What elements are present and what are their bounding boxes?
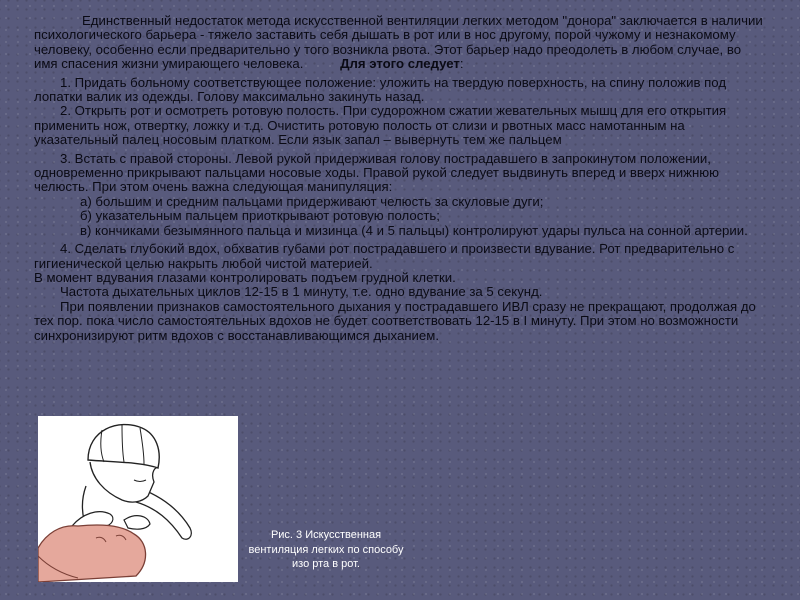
step-2: 2. Открыть рот и осмотреть ротовую полость. При судорожном сжатии жевательных мышц для его открытия применить нож, отвертку, ложку и т.д. Очистить ротовую полость от слизи и рвотных масс намотанным на указательный палец носовым платком. Если язык запал – вывернуть тем же пальцем [34,103,727,148]
step-3c: в) кончиками безымянного пальца и мизинца (4 и 5 пальцы) контролируют удары пульса на сонной артерии. [80,222,748,238]
step-1: 1. Придать больному соответствующее положение: уложить на твердую поверхность, на спину положив под лопатки валик из одежды. Голову максимально закинуть назад. [34,74,727,105]
victim-head [38,525,146,582]
intro-emphasis: Для этого следует [340,56,460,72]
step-3a: а) большим и средним пальцами придерживают челюсть за скуловые дуги; [80,193,544,209]
step-3b: б) указательным пальцем приоткрывают ротовую полость; [80,208,440,224]
mouth-to-mouth-illustration [38,416,238,582]
intro-text: Единственный недостаток метода искусственной вентиляции легких методом "донора" заключается в наличии психологического барьера - тяжело заставить себя дышать в рот или в нос другому, порой чужому и незнакомому человеку, особенно если предварительно у того возникла рвота. Этот барьер надо преодолеть в любом случае, во имя спасения жизни умирающего человека. [34,13,763,72]
rescuer-face [90,462,158,502]
intro-paragraph: Единственный недостаток метода искусственной вентиляции легких методом "донора" заключается в наличии психологического барьера - тяжело заставить себя дышать в рот или в нос другому, порой чужому и незнакомому человеку, особенно если предварительно у того возникла рвота. Этот барьер надо преодолеть в любом случае, во имя спасения жизни умирающего человека. Для этого следует: [34,13,763,72]
rescuer-right-hand [124,516,150,530]
figure-illustration [38,416,238,582]
step-4: 4. Сделать глубокий вдох, обхватив губами рот пострадавшего и произвести вдувание. Рот предварительно с гигиенической целью накрыть любой чистой материей. [34,241,735,271]
figure-caption: Рис. 3 Искусственная вентиляция легких по способу изо рта в рот. [248,529,404,570]
step-3: 3. Встать с правой стороны. Левой рукой придерживая голову пострадавшего в запрокинутом положении, одновременно прикрывают пальцами носовые ходы. Правой рукой следует выдвинуть вперед и вверх нижнюю челюсть. При этом очень важна следующая манипуляция: [34,150,720,195]
main-text [34,14,766,343]
note-spontaneous: При появлении признаков самостоятельного дыхания у пострадавшего ИВЛ сразу не прекращают, продолжая до тех пор. пока число самостоятельных вдохов не будет соответствовать 12-15 в I минуту. При этом но возможности синхронизируют ритм вдохов с восстанавливающимся дыханием. [34,298,756,343]
note-chest: В момент вдувания глазами контролировать подъем грудной клетки. [34,269,456,285]
note-frequency: Частота дыхательных циклов 12-15 в 1 минуту, т.е. одно вдувание за 5 секунд. [60,284,543,300]
